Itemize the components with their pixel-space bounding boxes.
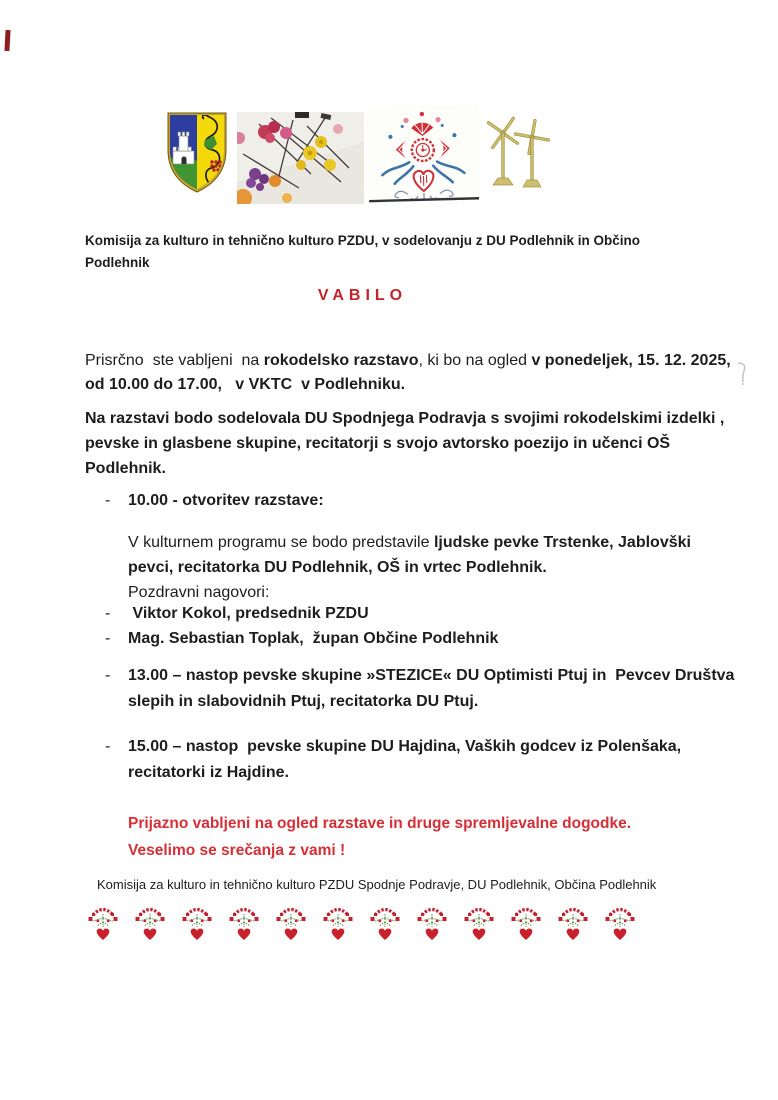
cross-stitch-heart-icon [87, 902, 119, 942]
bullet-dash: - [105, 667, 111, 684]
bullet-dash: - [105, 630, 111, 647]
footer-organizers: Komisija za kulturo in tehnično kulturo PZDU Spodnje Podravje, DU Podlehnik, Občina Podlehnik [97, 877, 657, 892]
para1-bold-exhibition: rokodelsko razstavo [263, 352, 419, 369]
windmills-image [486, 110, 554, 195]
closing-invitation-text [128, 810, 631, 864]
cross-stitch-heart-icon [416, 902, 448, 942]
schedule-item-1500-label: 15.00 – nastop pevske skupine DU Hajdina, Vaških godcev iz Polenšaka, recitatorki iz Hajdine. [128, 738, 686, 781]
speaker-2-name: Mag. Sebastian Toplak, župan Občine Podlehnik [128, 630, 499, 647]
schedule-item-1300-label: 13.00 – nastop pevske skupine »STEZICE« DU Optimisti Ptuj in Pevcev Društva slepih in slabovidnih Ptuj, recitatorka DU Ptuj. [128, 667, 739, 710]
para1-text: Prisrčno ste vabljeni na [85, 352, 264, 369]
shield-icon [163, 110, 231, 195]
cross-stitch-heart-icon [228, 902, 260, 942]
bullet-dash: - [105, 492, 111, 509]
closing-line2: Veselimo se srečanja z vami ! [128, 842, 346, 859]
cross-stitch-heart-icon [557, 902, 589, 942]
intro-line1: Komisija za kulturo in tehnično kulturo PZDU, v sodelovanju z DU Podlehnik in Občino [85, 233, 641, 248]
schedule-item-1300 [105, 663, 739, 715]
cross-stitch-heart-icon [275, 902, 307, 942]
cultural-program-paragraph [128, 530, 713, 605]
flowers-image [237, 112, 364, 204]
para1-bold-datetime: v ponedeljek, 15. 12. 2025, od 10.00 do 17.00, v VKTC v Podlehniku. [85, 352, 740, 393]
participants-paragraph: Na razstavi bodo sodelovala DU Spodnjega Podravja s svojimi rokodelskimi izdelki , pevske in glasbene skupine, recitatorji s svojo avtorsko poezijo in učenci OŠ Podlehnik. [85, 410, 729, 477]
program-performers-bold: ljudske pevke Trstenke, Jablovški pevci, recitatorka DU Podlehnik, OŠ in vrtec Podlehnik. [128, 534, 696, 576]
para1-text2: , ki bo na ogled [418, 352, 532, 369]
closing-line1: Prijazno vabljeni na ogled razstave in druge spremljevalne dogodke. [128, 815, 632, 832]
folk-ornament-border [87, 902, 636, 942]
schedule-item-1000-label: 10.00 - otvoritev razstave: [128, 492, 324, 509]
cross-stitch-heart-icon [604, 902, 636, 942]
intro-line2: Podlehnik [85, 255, 150, 270]
bullet-dash: - [105, 738, 111, 755]
cross-stitch-heart-icon [369, 902, 401, 942]
scan-artifact-mark [4, 30, 10, 51]
cross-stitch-heart-icon [322, 902, 354, 942]
schedule-item-1500 [105, 734, 736, 786]
folk-ornament-image [366, 105, 482, 210]
cross-stitch-heart-icon [510, 902, 542, 942]
invitation-title: VABILO [317, 287, 408, 304]
windmill-icon [486, 110, 554, 190]
coat-of-arms-image [163, 110, 231, 200]
bullet-dash: - [105, 605, 111, 622]
greetings-label: Pozdravni nagovori: [128, 584, 270, 601]
invitation-paragraph [85, 349, 741, 397]
organizer-intro [85, 230, 685, 274]
cross-stitch-heart-icon [181, 902, 213, 942]
speaker-item-2 [105, 626, 499, 651]
cross-stitch-heart-icon [134, 902, 166, 942]
scan-artifact-squiggle [731, 359, 751, 392]
paper-flowers-photo [237, 112, 364, 209]
cross-stitch-heart-icon [463, 902, 495, 942]
program-text: V kulturnem programu se bodo predstavile [128, 534, 434, 551]
schedule-item-1000 [105, 488, 324, 513]
speaker-item-1 [105, 601, 369, 626]
speaker-1-name: Viktor Kokol, predsednik PZDU [128, 605, 369, 622]
folk-ornament-icon [366, 105, 482, 205]
